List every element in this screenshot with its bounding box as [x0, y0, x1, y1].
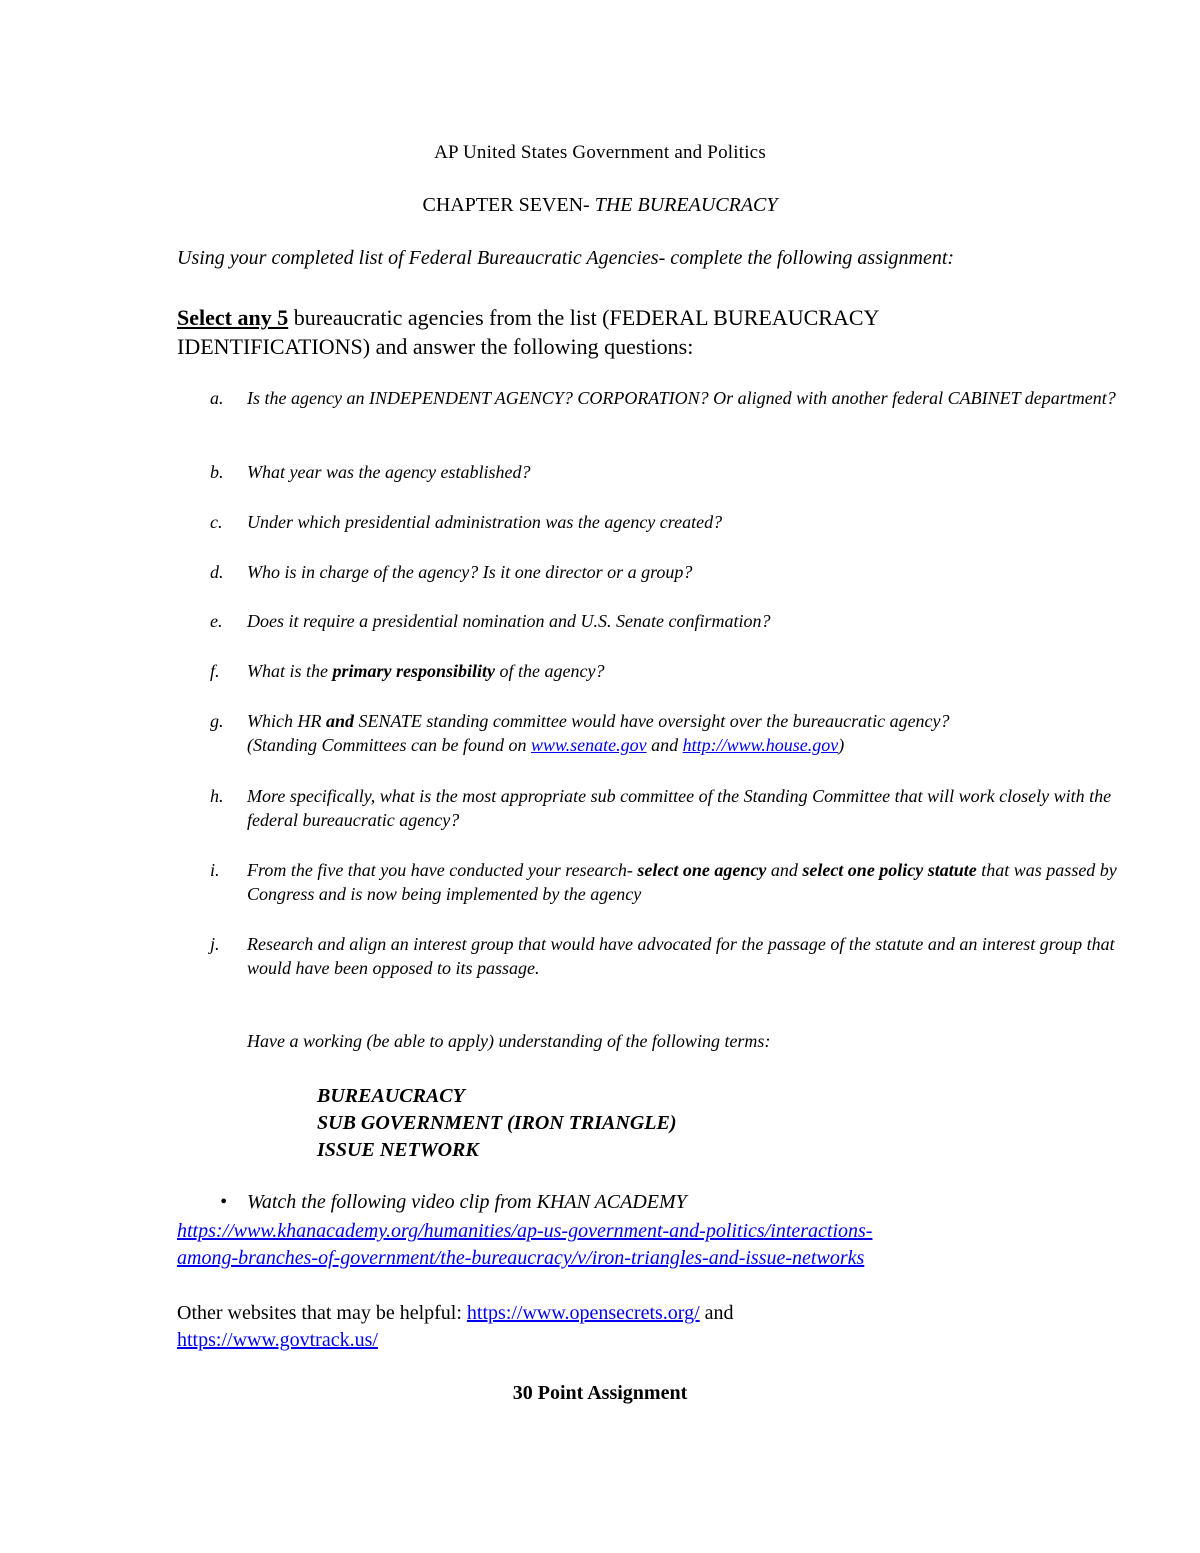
text-segment: and: [766, 860, 803, 880]
question-text: Research and align an interest group that would have advocated for the passage of the statute and an interest group that would have been opposed to its passage.: [247, 934, 1115, 978]
bold-phrase: select one policy statute: [802, 860, 977, 880]
text-segment: ): [838, 735, 845, 755]
bold-phrase: primary responsibility: [332, 661, 496, 681]
text-segment: SENATE standing committee would have oversight over the bureaucratic agency?: [354, 711, 950, 731]
intro-line1: bureaucratic agencies from the list (FEDERAL BUREAUCRACY: [288, 305, 880, 330]
link-line: among-branches-of-government/the-bureaucracy/v/iron-triangles-and-issue-networks: [177, 1247, 865, 1269]
question-letter: d.: [210, 562, 224, 582]
khan-academy-link-block: [177, 1218, 1077, 1272]
and-text: and: [699, 1302, 734, 1324]
question-letter: g.: [210, 711, 224, 731]
bullet-icon: •: [220, 1191, 228, 1213]
chapter-name: THE BUREAUCRACY: [594, 194, 778, 216]
question-letter: j.: [210, 934, 220, 954]
question-text: More specifically, what is the most appropriate sub committee of the Standing Committee that will work closely with the federal bureaucratic agency?: [247, 786, 1112, 830]
text-segment: that was passed by Congress and is now being implemented by the agency: [247, 860, 1117, 904]
bold-phrase: select one agency: [637, 860, 767, 880]
house-link[interactable]: http://www.house.gov: [682, 735, 839, 755]
points-footer: 30 Point Assignment: [512, 1382, 688, 1404]
question-letter: i.: [210, 860, 220, 880]
video-instruction: Watch the following video clip from KHAN ACADEMY: [247, 1191, 687, 1213]
question-text: Is the agency an INDEPENDENT AGENCY? CORPORATION? Or aligned with another federal CABINET department?: [247, 388, 1116, 408]
term-item: ISSUE NETWORK: [317, 1139, 479, 1161]
text-segment: and: [646, 735, 683, 755]
intro-line2: IDENTIFICATIONS) and answer the following questions:: [177, 334, 694, 359]
select-emphasis: Select any 5: [177, 305, 289, 330]
question-letter: f.: [210, 661, 220, 681]
text-segment: From the five that you have conducted your research-: [247, 860, 638, 880]
question-text: Does it require a presidential nomination and U.S. Senate confirmation?: [247, 611, 771, 631]
question-letter: c.: [210, 512, 223, 532]
question-text: Under which presidential administration was the agency created?: [247, 512, 723, 532]
question-text: [247, 659, 1127, 683]
bold-phrase: and: [325, 711, 354, 731]
question-text: [247, 709, 1127, 757]
govtrack-link[interactable]: https://www.govtrack.us/: [177, 1329, 378, 1351]
intro-paragraph: [177, 303, 1077, 361]
terms-intro: Have a working (be able to apply) understanding of the following terms:: [247, 1031, 771, 1051]
chapter-prefix: CHAPTER SEVEN-: [422, 194, 595, 216]
question-text: Who is in charge of the agency? Is it one director or a group?: [247, 562, 693, 582]
khan-academy-link[interactable]: [177, 1220, 872, 1269]
text-segment: What is the: [247, 661, 333, 681]
question-letter: e.: [210, 611, 223, 631]
chapter-title: [0, 194, 1200, 217]
senate-link[interactable]: www.senate.gov: [530, 735, 647, 755]
question-text: What year was the agency established?: [247, 462, 531, 482]
term-item: BUREAUCRACY: [317, 1085, 465, 1107]
terms-list: [317, 1083, 677, 1164]
other-label: Other websites that may be helpful:: [177, 1302, 467, 1324]
term-item: SUB GOVERNMENT (IRON TRIANGLE): [317, 1112, 677, 1134]
question-text: [247, 858, 1127, 906]
assignment-instructions: Using your completed list of Federal Bureaucratic Agencies- complete the following assignment:: [177, 247, 955, 269]
link-line: https://www.khanacademy.org/humanities/ap-us-government-and-politics/interactions-: [177, 1220, 873, 1242]
question-letter: a.: [210, 388, 224, 408]
question-letter: b.: [210, 462, 224, 482]
course-header: AP United States Government and Politics: [434, 142, 766, 163]
question-letter: h.: [210, 786, 224, 806]
opensecrets-link[interactable]: https://www.opensecrets.org/: [466, 1302, 700, 1324]
text-segment: of the agency?: [495, 661, 605, 681]
text-segment: Which HR: [247, 711, 326, 731]
text-segment: (Standing Committees can be found on: [247, 735, 531, 755]
other-websites: [177, 1300, 1077, 1354]
